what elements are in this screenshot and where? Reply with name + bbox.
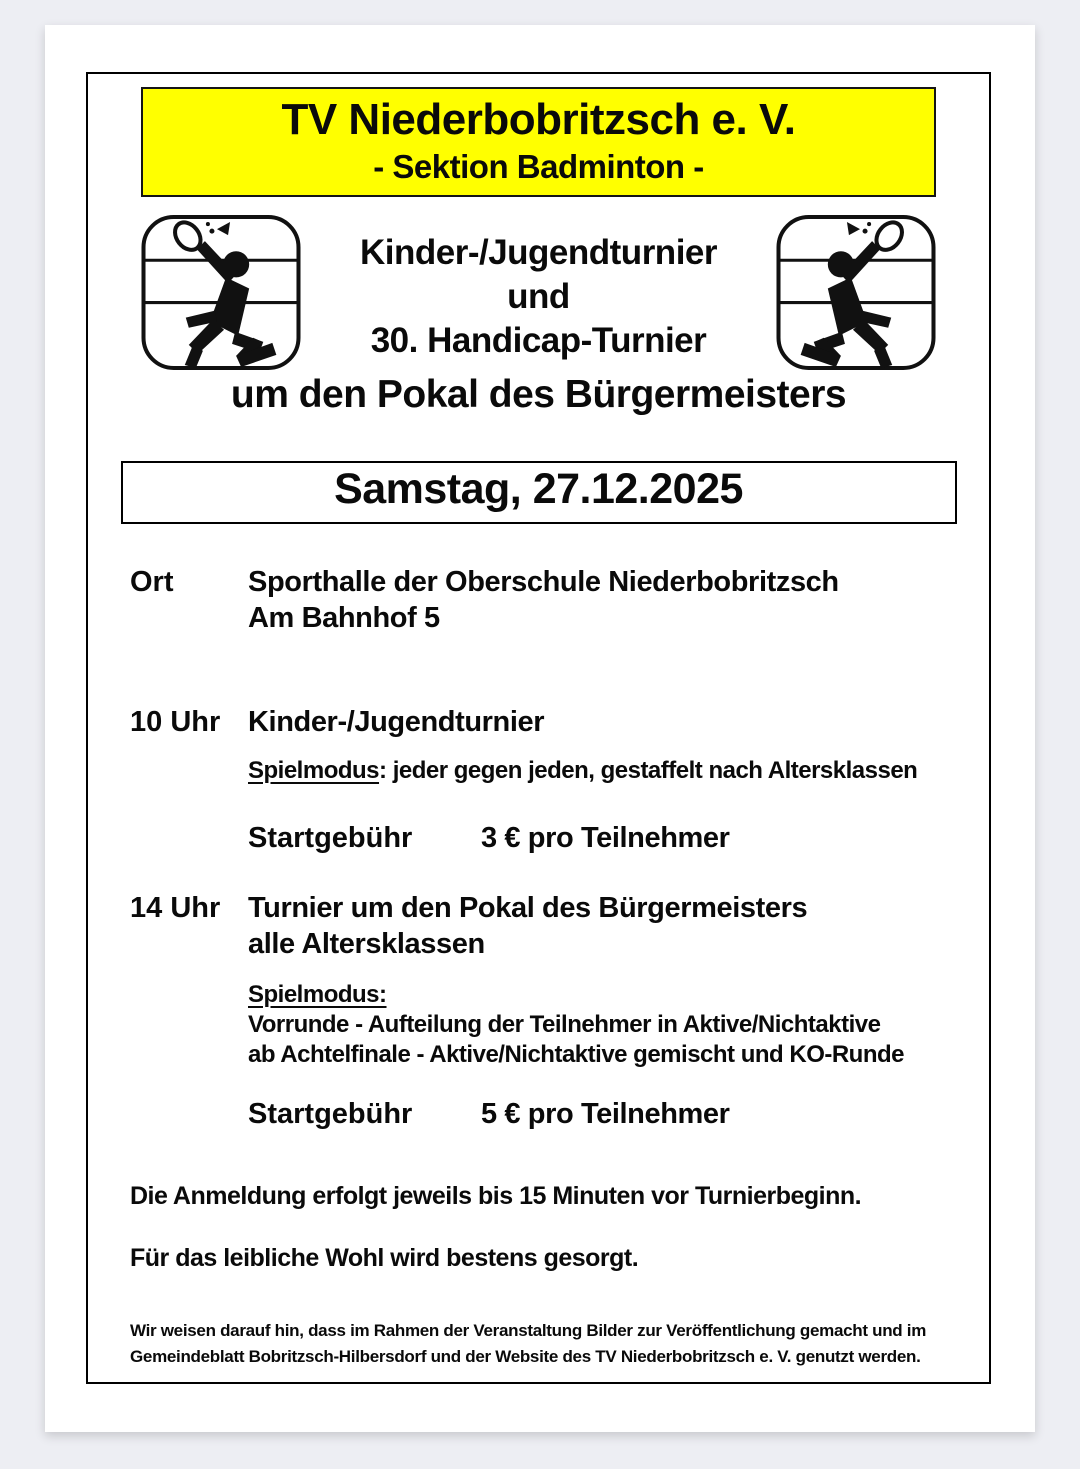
event2-mode-line1: Vorrunde - Aufteilung der Teilnehmer in Aktive/Nichtaktive [248,1011,881,1038]
location-row [130,564,953,636]
event1-title: Kinder-/Jugendturnier [248,706,545,738]
location-line1: Sporthalle der Oberschule Niederbobritzsch [248,566,839,598]
hero-row [88,214,989,371]
event2-mode-label-line [248,980,953,1010]
event1-fee-row [248,820,953,856]
tournament-title-line2: 30. Handicap-Turnier [370,320,707,360]
registration-note: Die Anmeldung erfolgt jeweils bis 15 Minuten vor Turnierbeginn. [130,1182,862,1210]
event2-title-line1: Turnier um den Pokal des Bürgermeisters [248,892,808,924]
club-section: - Sektion Badminton - [373,148,704,185]
event1-mode-label: Spielmodus [248,757,380,784]
event2-row [130,890,953,962]
fine-print-line1: Wir weisen darauf hin, dass im Rahmen der Veranstaltung Bilder zur Veröffentlichung gemacht und im [130,1321,927,1340]
event2-fee-label: Startgebühr [248,1098,413,1130]
event1-mode-text: : jeder gegen jeden, gestaffelt nach Altersklassen [379,757,918,784]
fine-print-line2: Gemeindeblatt Bobritzsch-Hilbersdorf und der Website des TV Niederbobritzsch e. V. genutzt werden. [130,1347,921,1366]
event2-mode-label: Spielmodus: [248,981,387,1008]
club-name: TV Niederbobritzsch e. V. [281,95,796,144]
event-date-box: Samstag, 27.12.2025 [121,461,957,524]
club-banner [141,87,936,197]
location-value [248,564,839,636]
event1-row [130,704,953,740]
poster-border-frame [86,72,991,1384]
event1-fee-label: Startgebühr [248,822,413,854]
photo-consent-fine-print [130,1318,953,1370]
tournament-subtitle: um den Pokal des Bürgermeisters [230,373,847,416]
badminton-player-icon-mirrored [773,214,939,371]
location-label: Ort [130,566,174,598]
badminton-player-icon [138,214,304,371]
location-line2: Am Bahnhof 5 [248,602,440,634]
poster-sheet [45,25,1035,1432]
event2-mode [248,980,953,1070]
event2-time: 14 Uhr [130,892,221,924]
tournament-title-conjunction: und [507,276,570,316]
event1-mode [248,756,953,786]
event2-title-line2: alle Altersklassen [248,928,485,960]
event1-fee-value: 3 € pro Teilnehmer [481,822,730,854]
catering-note: Für das leibliche Wohl wird bestens gesorgt. [130,1244,639,1272]
tournament-title-line1: Kinder-/Jugendturnier [359,232,718,272]
event2-fee-value: 5 € pro Teilnehmer [481,1098,730,1130]
schedule-body [88,524,989,1370]
event2-fee-row [248,1096,953,1132]
event2-mode-line2: ab Achtelfinale - Aktive/Nichtaktive gemischt und KO-Runde [248,1041,905,1068]
event1-time: 10 Uhr [130,706,221,738]
event2-title [248,890,807,962]
tournament-title [304,214,773,371]
